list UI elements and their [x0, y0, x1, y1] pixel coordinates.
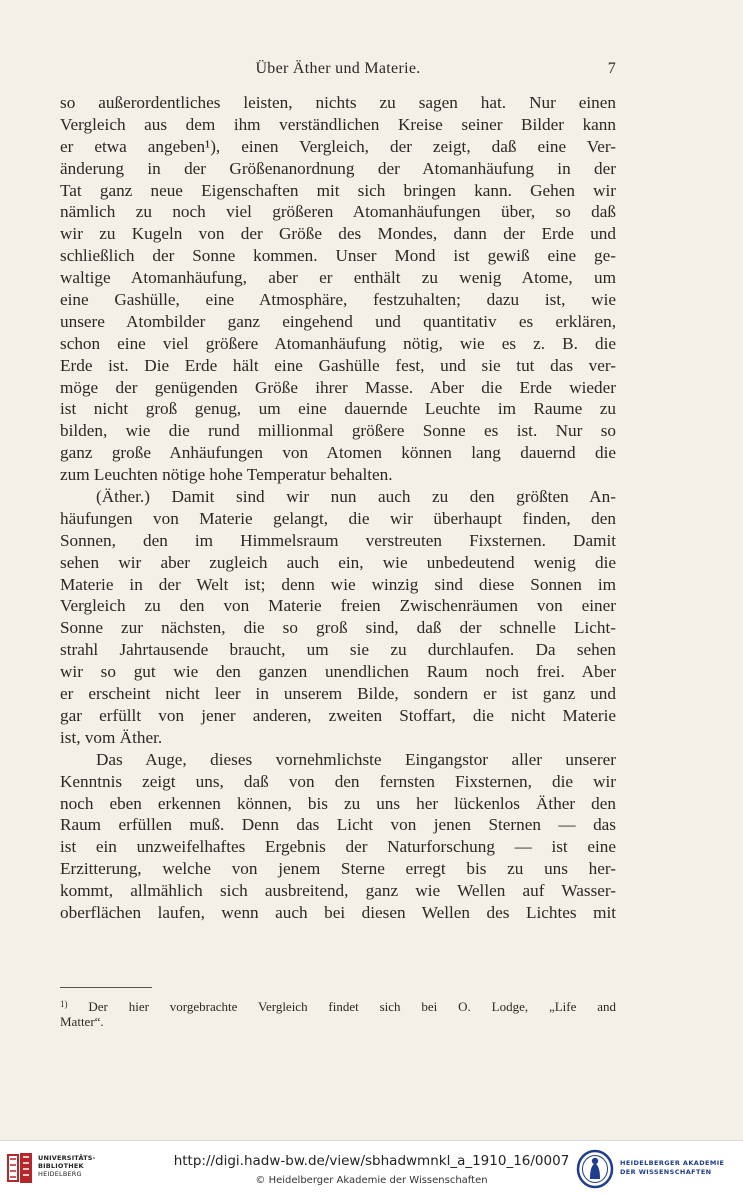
text-line: zum Leuchten nötige hohe Temperatur behalten. [60, 465, 393, 485]
text-line: Erde ist. Die Erde hält eine Gashülle fest, und sie tut das ver- [60, 355, 616, 375]
text-line: sehen wir aber zugleich auch ein, wie unbedeutend wenig die [60, 552, 616, 572]
footnote-marker: 1) [60, 999, 68, 1009]
running-title: Über Äther und Materie. [255, 60, 421, 77]
footnote-line [60, 996, 616, 1013]
text-line: so außerordentliches leisten, nichts zu sagen hat. Nur einen [60, 93, 616, 112]
text-line: (Äther.) Damit sind wir nun auch zu den größten An- [96, 487, 616, 507]
text-line: schließlich der Sonne kommen. Unser Mond ist gewiß eine ge- [60, 246, 616, 266]
viewer-footer [0, 1140, 743, 1197]
text-line: strahl Jahrtausende braucht, um sie zu durchlaufen. Da sehen [60, 640, 616, 660]
text-line: er erscheint nicht leer in unserem Bilde, sondern er ist ganz und [60, 684, 616, 704]
text-line: noch eben erkennen können, bis zu uns her lückenlos Äther den [60, 793, 616, 813]
text-line: Vergleich aus dem ihm verständlichen Kreise seiner Bilder kann [60, 114, 616, 134]
text-line: ganz große Anhäufungen von Atomen können lang dauernd die [60, 443, 616, 463]
text-line: wir zu Kugeln von der Größe des Mondes, dann der Erde und [60, 224, 616, 244]
text-line: ist, vom Äther. [60, 727, 163, 747]
text-line: eine Gashülle, eine Atmosphäre, festzuhalten; dazu ist, wie [60, 290, 616, 310]
text-line: Das Auge, dieses vornehmlichste Eingangstor aller unserer [96, 749, 616, 769]
text-line: wir so gut wie den ganzen unendlichen Raum noch frei. Aber [60, 662, 616, 682]
text-line: bilden, wie die rund millionmal größere Sonne es ist. Nur so [60, 421, 616, 441]
text-line: möge der genügenden Größe ihrer Masse. Aber die Erde wieder [60, 377, 616, 397]
text-line: schon eine viel größere Atomanhäufung nötig, wie es z. B. die [60, 333, 616, 353]
text-line: Vergleich zu den von Materie freien Zwischenräumen von einer [60, 596, 616, 616]
text-line: Tat ganz neue Eigenschaften mit sich bringen kann. Gehen wir [60, 180, 616, 200]
text-line: oberflächen laufen, wenn auch bei diesen Wellen des Lichtes mit [60, 902, 616, 922]
page-number: 7 [607, 60, 616, 77]
footnote-rule [60, 987, 152, 988]
footnote-text: Der hier vorgebrachte Vergleich findet sich bei O. Lodge, „Life and [88, 999, 617, 1014]
text-line: häufungen von Materie gelangt, die wir überhaupt finden, den [60, 508, 616, 528]
text-line: Raum erfüllen muß. Denn das Licht von jenen Sternen — das [60, 815, 616, 835]
text-line: nämlich zu noch viel größeren Atomanhäufungen über, so daß [60, 202, 616, 222]
university-library-name: UNIVERSITÄTS- BIBLIOTHEK HEIDELBERG [38, 1154, 96, 1178]
text-line: ist nicht groß genug, um eine dauernde Leuchte im Raume zu [60, 399, 616, 419]
permalink-url[interactable]: http://digi.hadw-bw.de/view/sbhadwmnkl_a_1910_16/0007 [173, 1153, 570, 1169]
footnote [60, 996, 616, 1030]
text-line: unsere Atombilder ganz eingehend und quantitativ es erklären, [60, 311, 616, 331]
body-text [60, 92, 616, 924]
text-line: kommt, allmählich sich ausbreitend, ganz wie Wellen auf Wasser- [60, 881, 616, 901]
text-line: er etwa angeben¹), einen Vergleich, der zeigt, daß eine Ver- [60, 136, 616, 156]
text-line: waltige Atomanhäufung, aber er enthält zu wenig Atome, um [60, 268, 616, 288]
copyright-notice: © Heidelberger Akademie der Wissenschaften [255, 1175, 488, 1186]
text-line: gar erfüllt von jener anderen, zweiten Stoffart, die nicht Materie [60, 705, 616, 725]
footnote-line: Matter“. [60, 1014, 104, 1029]
text-line: Sonnen, den im Himmelsraum verstreuten Fixsternen. Damit [60, 530, 616, 550]
text-line: ist ein unzweifelhaftes Ergebnis der Naturforschung — ist eine [60, 837, 616, 857]
text-line: Kenntnis zeigt uns, daß von den fernsten Fixsternen, die wir [60, 771, 616, 791]
academy-seal-icon [576, 1149, 614, 1189]
text-line: Erzitterung, welche von jenem Sterne erregt bis zu uns her- [60, 859, 616, 879]
text-line: Materie in der Welt ist; denn wie winzig sind diese Sonnen im [60, 574, 616, 594]
running-header [60, 60, 616, 84]
text-line: Sonne zur nächsten, die so groß sind, daß der schnelle Licht- [60, 618, 616, 638]
text-line: änderung in der Größenanordnung der Atomanhäufung in der [60, 158, 616, 178]
academy-name: HEIDELBERGER AKADEMIE DER WISSENSCHAFTEN [620, 1159, 725, 1176]
